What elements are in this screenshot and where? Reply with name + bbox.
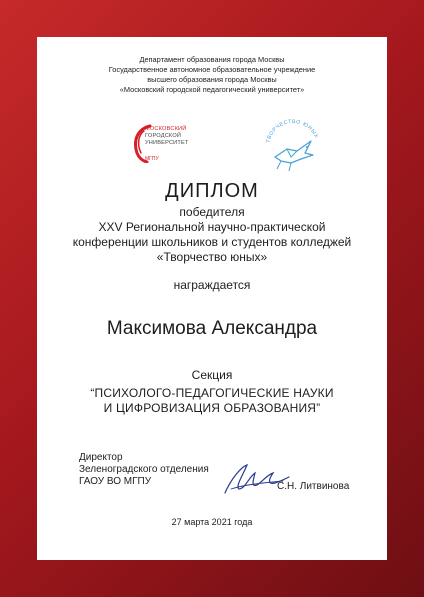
header-institution-type: Государственное автономное образовательное учреждение (108, 65, 316, 74)
header-university-name: «Московский городской педагогический университет» (119, 85, 305, 94)
diploma-subtitle: победителя (179, 205, 245, 219)
section-topic-line-2: И ЦИФРОВИЗАЦИЯ ОБРАЗОВАНИЯ” (103, 401, 321, 415)
tvorchestvo-logo-text: ТВОРЧЕСТВО ЮНЫХ (265, 118, 320, 144)
director-title: Директор (79, 452, 123, 463)
section-label: Секция (191, 368, 233, 382)
mgpu-logo (131, 123, 201, 169)
bird-icon (261, 117, 325, 177)
signature-image (221, 459, 291, 499)
mgpu-logo-line4: МГПУ (145, 156, 159, 162)
issue-date: 27 марта 2021 года (171, 517, 253, 527)
tvorchestvo-logo (261, 117, 325, 177)
director-department: Зеленоградского отделения (79, 464, 209, 475)
conference-line-1: XXV Региональной научно-практической (98, 220, 326, 234)
awarded-label: награждается (173, 278, 251, 292)
conference-line-2: конференции школьников и студентов колледжей (72, 235, 352, 249)
mgpu-logo-line3: УНИВЕРСИТЕТ (145, 140, 189, 146)
director-organization: ГАОУ ВО МГПУ (79, 476, 152, 487)
header-department: Департамент образования города Москвы (139, 55, 285, 64)
mgpu-logo-text (145, 126, 189, 147)
header-institution-level: высшего образования города Москвы (147, 75, 277, 84)
diploma-title: ДИПЛОМ (165, 180, 259, 202)
recipient-name: Максимова Александра (106, 318, 318, 339)
director-name: С.Н. Литвинова (277, 481, 350, 492)
mgpu-logo-line1: МОСКОВСКИЙ (145, 126, 187, 132)
section-topic-line-1: “ПСИХОЛОГО-ПЕДАГОГИЧЕСКИЕ НАУКИ (90, 386, 334, 400)
conference-line-3: «Творчество юных» (156, 250, 268, 264)
certificate-sheet (37, 37, 387, 560)
mgpu-logo-line2: ГОРОДСКОЙ (145, 133, 182, 139)
